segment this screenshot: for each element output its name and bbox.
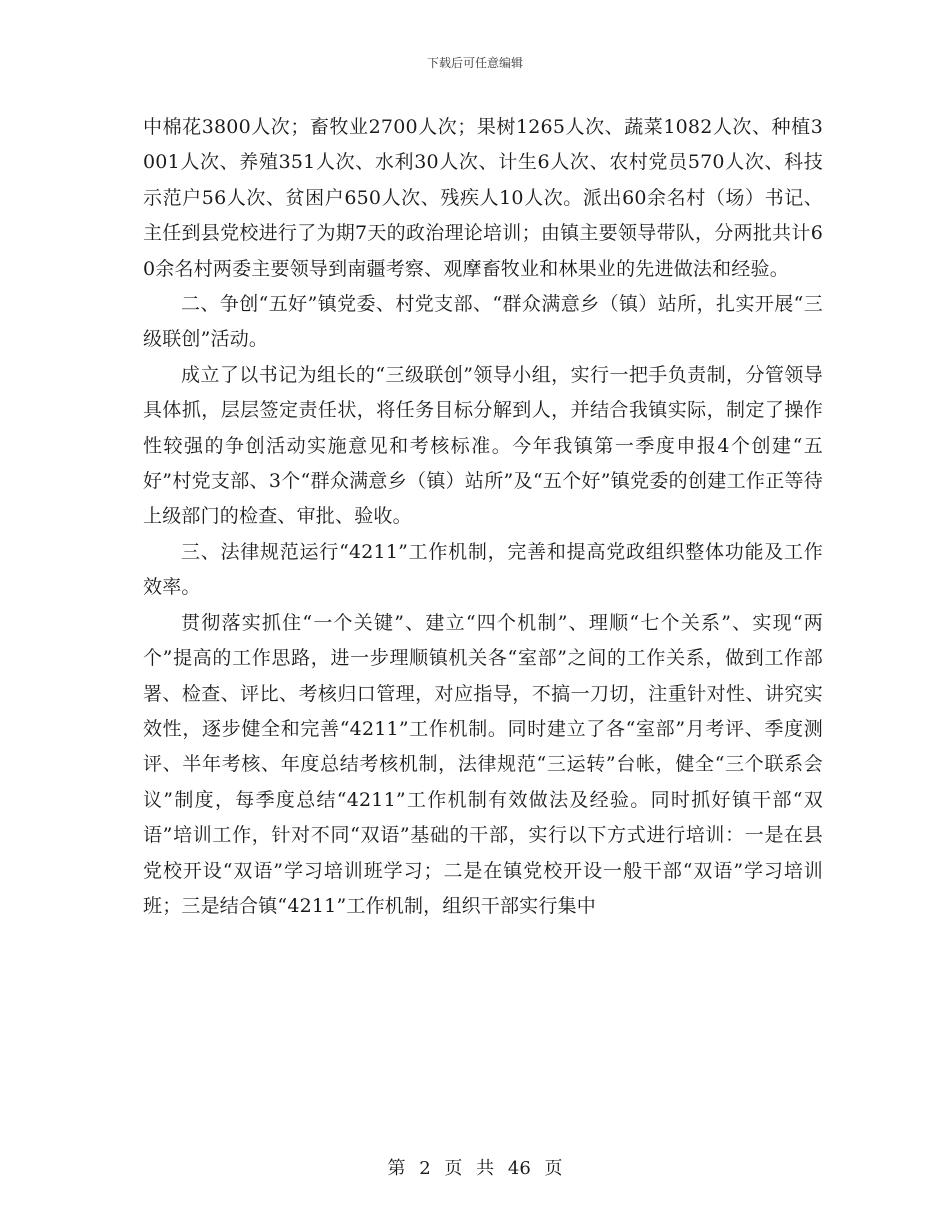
footer-label-page-unit: 页 xyxy=(444,1158,463,1179)
footer-total-pages: 46 xyxy=(507,1158,531,1179)
footer-current-page: 2 xyxy=(419,1158,431,1179)
section-heading-two: 二、争创“五好”镇党委、村党支部、“群众满意乡（镇）站所，扎实开展“三级联创”活动。 xyxy=(143,293,823,351)
footer-label-page: 第 xyxy=(387,1158,406,1179)
paragraph-work-mechanism: 贯彻落实抓住“一个关键”、建立“四个机制”、理顺“七个关系”、实现“两个”提高的工作思路，进一步理顺镇机关各“室部”之间的工作关系，做到工作部署、检查、评比、考核归口管理，对应指导，不搞一刀切，注重针对性、讲究实效性，逐步健全和完善“4211”工作机制。同时建立了各“室部”月考评、季度测评、半年考核、年度总结考核机制，法律规范“三运转”台帐，健全“三个联系会议”制度，每季度总结“4211”工作机制有效做法及经验。同时抓好镇干部“双语”培训工作，针对不同“双语”基础的干部，实行以下方式进行培训：一是在县党校开设“双语”学习培训班学习；二是在镇党校开设一般干部“双语”学习培训班；三是结合镇“4211”工作机制，组织干部实行集中 xyxy=(143,611,823,917)
header-note: 下载后可任意编辑 xyxy=(426,56,523,70)
footer-label-total: 共 xyxy=(476,1158,495,1179)
document-body xyxy=(143,110,823,924)
paragraph-three-level-creation: 成立了以书记为组长的“三级联创”领导小组，实行一把手负责制，分管领导具体抓，层层签定责任状，将任务目标分解到人，并结合我镇实际，制定了操作性较强的争创活动实施意见和考核标准。今年我镇第一季度申报4个创建“五好”村党支部、3个“群众满意乡（镇）站所”及“五个好”镇党委的创建工作正等待上级部门的检查、审批、验收。 xyxy=(143,363,823,528)
footer-label-total-unit: 页 xyxy=(544,1158,563,1179)
paragraph-continued: 中棉花3800人次；畜牧业2700人次；果树1265人次、蔬菜1082人次、种植3001人次、养殖351人次、水利30人次、计生6人次、农村党员570人次、科技示范户56人次、贫困户650人次、残疾人10人次。派出60余名村（场）书记、主任到县党校进行了为期7天的政治理论培训；由镇主要领导带队，分两批共计60余名村两委主要领导到南疆考察、观摩畜牧业和林果业的先进做法和经验。 xyxy=(143,116,823,280)
section-heading-three: 三、法律规范运行“4211”工作机制，完善和提高党政组织整体功能及工作效率。 xyxy=(143,540,823,599)
page-footer xyxy=(0,1154,950,1180)
